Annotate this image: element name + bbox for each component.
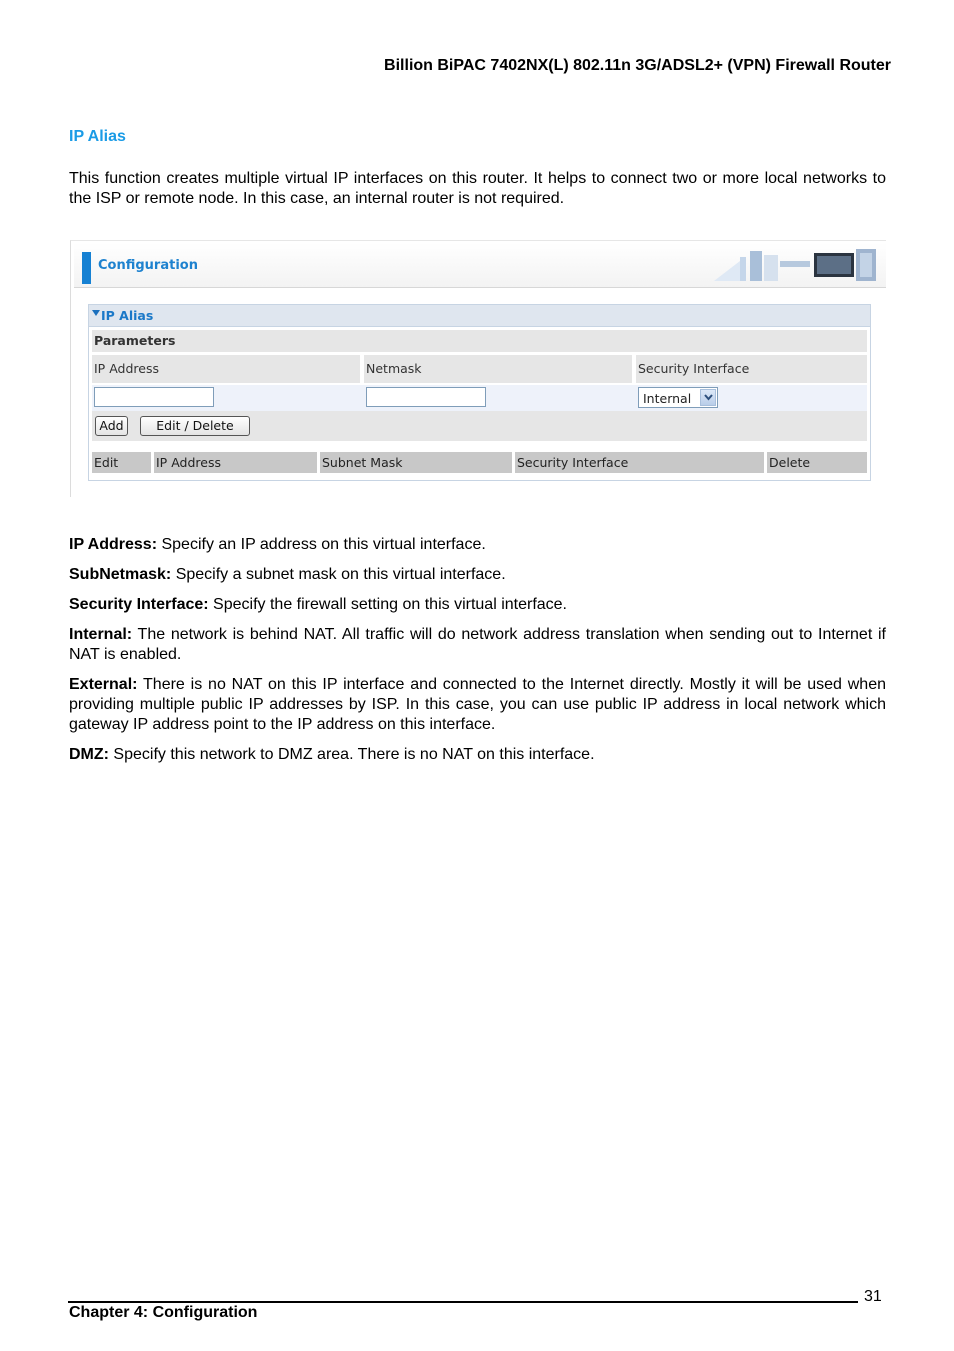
chevron-down-icon xyxy=(704,394,713,401)
description-internal xyxy=(69,625,886,665)
document-header-title: Billion BiPAC 7402NX(L) 802.11n 3G/ADSL2+ (VPN) Firewall Router xyxy=(384,57,891,74)
description-dmz xyxy=(69,745,886,765)
dropdown-button[interactable] xyxy=(700,389,716,406)
list-col-security-interface xyxy=(515,452,764,473)
field-descriptions xyxy=(69,535,886,775)
parameters-label: Parameters xyxy=(94,333,176,348)
description-text: Specify the firewall setting on this virtual interface. xyxy=(208,596,567,613)
list-col-delete xyxy=(767,452,867,473)
security-interface-label: Security Interface xyxy=(638,361,750,376)
alias-list-header xyxy=(89,452,870,474)
description-term: Internal: xyxy=(69,626,133,643)
configuration-accent-bar xyxy=(82,252,91,284)
configuration-bar xyxy=(74,243,886,288)
page-number: 31 xyxy=(864,1288,882,1305)
router-ui-screenshot xyxy=(70,240,886,497)
description-term: DMZ: xyxy=(69,746,109,763)
description-term: Security Interface: xyxy=(69,596,209,613)
description-text: The network is behind NAT. All traffic will do network address translation when sending out to Internet if NAT is enabled. xyxy=(69,626,886,663)
footer-chapter: Chapter 4: Configuration xyxy=(69,1304,258,1321)
description-text: Specify this network to DMZ area. There is no NAT on this interface. xyxy=(108,746,595,763)
list-col-ip-address-label: IP Address xyxy=(156,455,221,470)
section-intro: This function creates multiple virtual IP interfaces on this router. It helps to connect two or more local networks to the ISP or remote node. In this case, an internal router is not required. xyxy=(69,170,886,207)
ip-alias-panel-header[interactable] xyxy=(89,305,870,327)
description-text: Specify a subnet mask on this virtual interface. xyxy=(171,566,506,583)
description-text: Specify an IP address on this virtual interface. xyxy=(157,536,486,553)
collapse-triangle-icon[interactable] xyxy=(92,310,100,316)
list-col-edit xyxy=(92,452,151,473)
description-security-interface xyxy=(69,595,886,615)
ip-address-label: IP Address xyxy=(94,361,159,376)
netmask-label: Netmask xyxy=(366,361,422,376)
list-col-subnet-mask xyxy=(320,452,512,473)
list-col-delete-label: Delete xyxy=(769,455,811,470)
section-title: IP Alias xyxy=(69,128,126,145)
button-row xyxy=(92,411,867,441)
description-term: SubNetmask: xyxy=(69,566,172,583)
parameters-row xyxy=(92,330,867,352)
list-col-subnet-mask-label: Subnet Mask xyxy=(322,455,403,470)
security-interface-select[interactable] xyxy=(638,387,718,408)
security-interface-selected-value: Internal xyxy=(643,391,692,406)
description-term: External: xyxy=(69,676,138,693)
office-banner-art xyxy=(710,247,880,283)
add-button[interactable]: Add xyxy=(95,416,128,436)
list-col-edit-label: Edit xyxy=(94,455,119,470)
ip-alias-panel xyxy=(88,304,871,481)
description-term: IP Address: xyxy=(69,536,158,553)
configuration-label: Configuration xyxy=(98,258,198,273)
list-col-security-interface-label: Security Interface xyxy=(517,455,629,470)
netmask-column-header xyxy=(364,355,632,383)
ip-address-column-header xyxy=(92,355,360,383)
list-col-ip-address xyxy=(154,452,317,473)
description-subnetmask xyxy=(69,565,886,585)
security-interface-column-header xyxy=(636,355,867,383)
description-external xyxy=(69,675,886,735)
input-row xyxy=(92,385,867,411)
description-ip-address xyxy=(69,535,886,555)
edit-delete-button[interactable]: Edit / Delete xyxy=(140,416,250,436)
ip-address-input[interactable] xyxy=(94,387,214,407)
ip-alias-panel-title: IP Alias xyxy=(101,308,154,323)
description-text: There is no NAT on this IP interface and connected to the Internet directly. Mostly it will be used when providing multiple public IP addresses by ISP. In this case, you can use public IP address in local network which gateway IP address point to the IP address on this interface. xyxy=(69,676,886,733)
netmask-input[interactable] xyxy=(366,387,486,407)
footer-divider xyxy=(68,1301,858,1303)
